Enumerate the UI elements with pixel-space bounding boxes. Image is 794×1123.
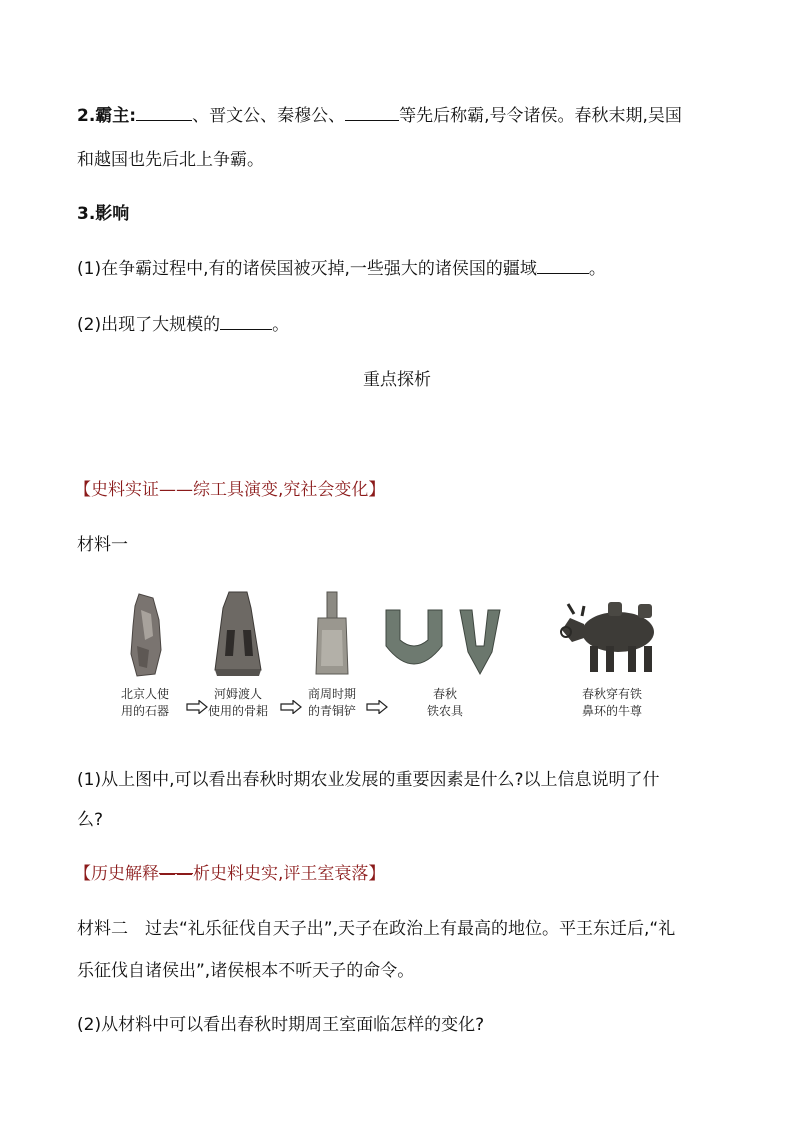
block-heading-2-right: 析史料史实,评王室衰落: [193, 864, 369, 884]
caption-line: 河姆渡人: [213, 687, 262, 701]
block-heading-2-left: 历史解释: [91, 864, 159, 884]
block-heading-1-right: 综工具演变,究社会变化: [193, 480, 369, 500]
bronze-shovel-image: [312, 590, 352, 680]
block-heading-2: [74, 862, 717, 886]
block-heading-1: [74, 478, 717, 502]
caption-line: 鼻环的牛尊: [581, 704, 642, 718]
section-label: 霸主:: [95, 106, 137, 126]
hegemon-text-tail: 等先后称霸,号令诸侯。春秋末期,吴国: [399, 106, 682, 126]
block-heading-2-dash: ——: [159, 864, 193, 884]
figure-item-stone-tool: [112, 590, 178, 720]
caption-line: 春秋: [432, 687, 457, 701]
blank-2[interactable]: [345, 104, 399, 121]
block-heading-1-left: 史料实证: [91, 480, 159, 500]
bracket-close: 】: [368, 480, 386, 500]
caption-line: 铁农具: [426, 704, 463, 718]
tools-evolution-figure: [112, 590, 682, 730]
question-1-line-1: (1)从上图中,可以看出春秋时期农业发展的重要因素是什么?以上信息说明了什: [77, 770, 660, 790]
caption-iron-tools: [380, 686, 510, 720]
bracket-open: 【: [74, 864, 91, 884]
caption-ox-zun: [552, 686, 672, 720]
section-number: 2.: [77, 106, 96, 126]
caption-line: 使用的骨耜: [207, 704, 268, 718]
influence-item-1-text: (1)在争霸过程中,有的诸侯国被灭掉,一些强大的诸侯国的疆域: [77, 259, 537, 279]
bracket-open: 【: [74, 480, 91, 500]
arrow-icon: [280, 700, 302, 714]
caption-stone-tool: [112, 686, 178, 720]
influence-item-1-end: 。: [588, 259, 606, 279]
hegemon-text-mid: 、晋文公、秦穆公、: [192, 106, 346, 126]
caption-bone-spade: [200, 686, 276, 720]
ox-zun-image: [556, 590, 668, 680]
blank-4[interactable]: [220, 313, 272, 330]
influence-item-1: [77, 257, 717, 281]
caption-bronze-shovel: [302, 686, 362, 720]
bracket-close: 】: [368, 864, 386, 884]
influence-heading: 3.影响: [77, 204, 130, 224]
blank-3[interactable]: [537, 257, 589, 274]
hegemon-line-2: 和越国也先后北上争霸。: [77, 150, 264, 170]
focus-title: 重点探析: [363, 370, 431, 390]
figure-item-bone-spade: [200, 590, 276, 720]
influence-item-2: [77, 313, 717, 337]
iron-tools-image: [380, 590, 510, 680]
influence-item-2-text: (2)出现了大规模的: [77, 315, 221, 335]
stone-tool-image: [125, 590, 165, 680]
material-2-line-1: 材料二 过去“礼乐征伐自天子出”,天子在政治上有最高的地位。平王东迁后,“礼: [77, 919, 676, 939]
material-1-label: 材料一: [77, 535, 128, 555]
caption-line: 北京人使: [120, 687, 169, 701]
influence-item-2-end: 。: [272, 315, 290, 335]
hegemon-line-1: [77, 104, 717, 128]
figure-item-ox-zun: [552, 590, 672, 720]
caption-line: 春秋穿有铁: [581, 687, 642, 701]
figure-item-iron-tools: [380, 590, 510, 720]
material-2-line-2: 乐征伐自诸侯出”,诸侯根本不听天子的命令。: [77, 961, 415, 981]
caption-line: 用的石器: [120, 704, 169, 718]
block-heading-1-dash: ——: [159, 480, 193, 500]
caption-line: 商周时期: [307, 687, 356, 701]
bone-spade-image: [207, 590, 269, 680]
question-2: (2)从材料中可以看出春秋时期周王室面临怎样的变化?: [77, 1015, 485, 1035]
figure-item-bronze-shovel: [302, 590, 362, 720]
blank-1[interactable]: [136, 104, 192, 121]
caption-line: 的青铜铲: [307, 704, 356, 718]
question-1-line-2: 么?: [77, 810, 104, 830]
